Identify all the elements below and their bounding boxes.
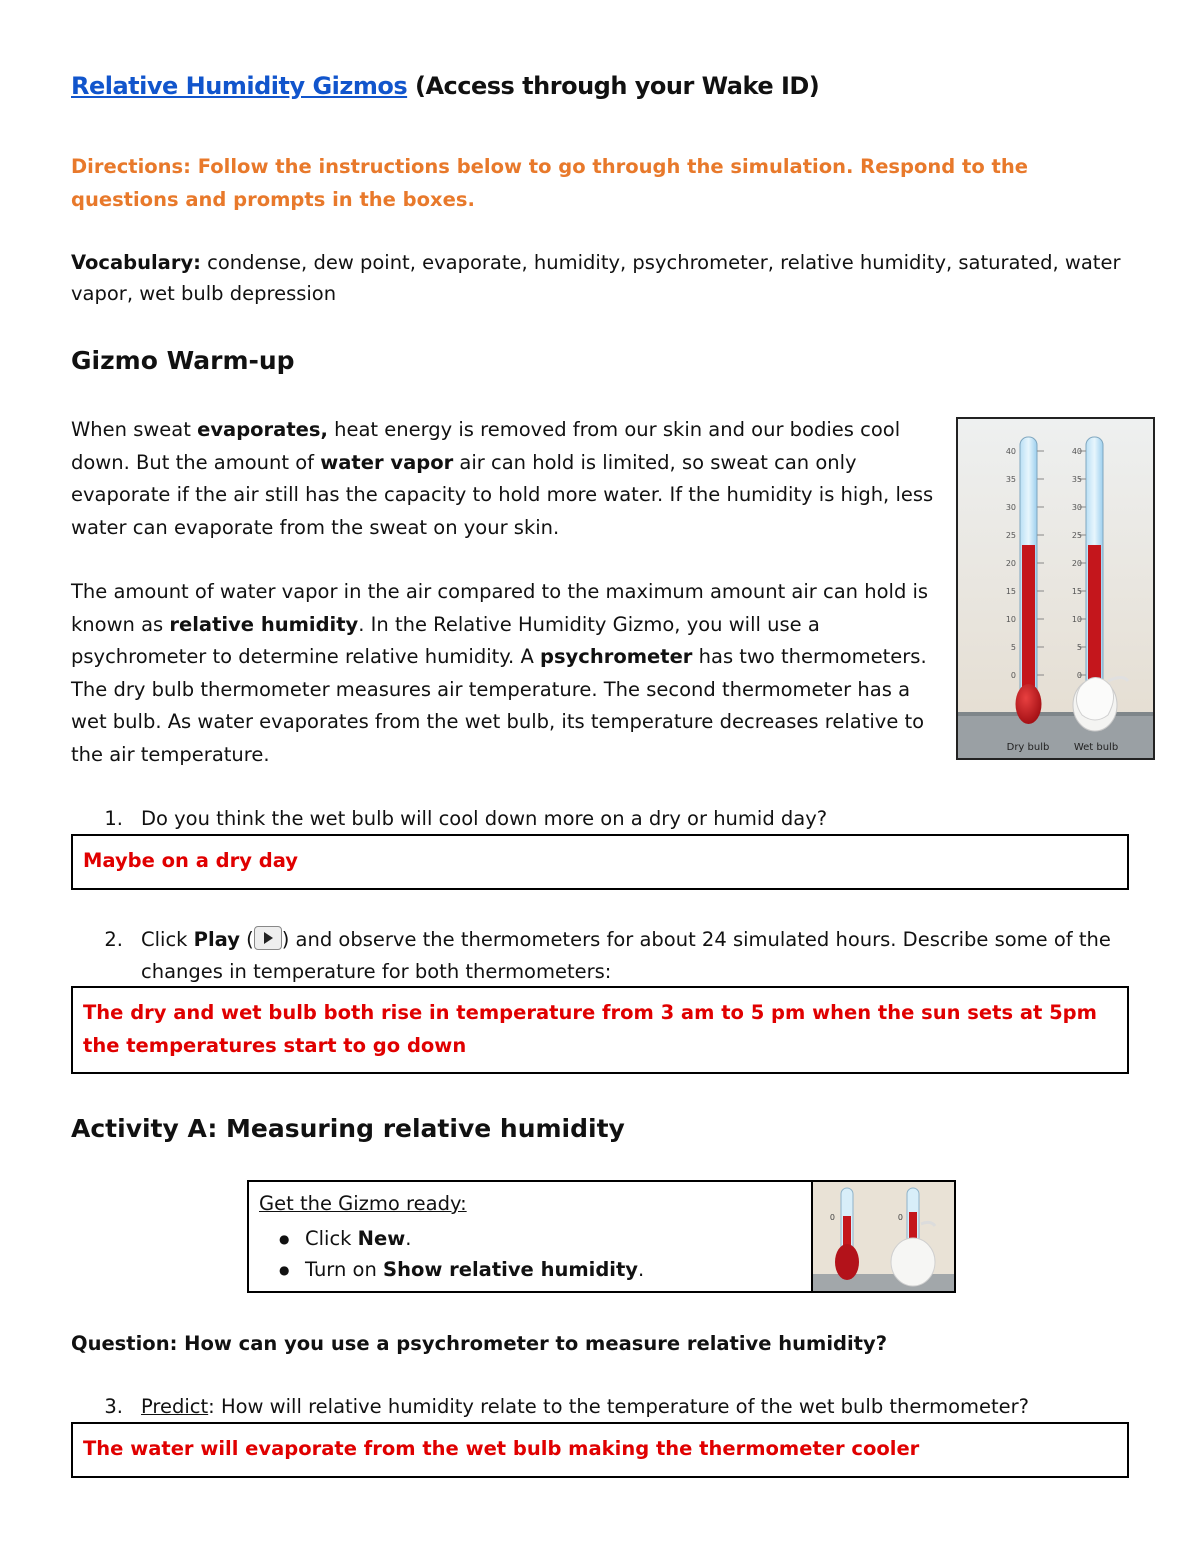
scale-label: 15 [1071,587,1082,596]
question-text: : How will relative humidity relate to the temperature of the wet bulb thermometer? [208,1395,1029,1418]
scale-label: 30 [1071,503,1082,512]
activity-a-heading: Activity A: Measuring relative humidity [71,1114,625,1143]
answer-box-1[interactable]: Maybe on a dry day [71,834,1129,890]
thermometer-thumbnail-icon [813,1182,954,1291]
scale-label: 35 [1071,475,1082,484]
gizmo-thumbnail [813,1182,954,1291]
scale-label: 35 [1005,475,1016,484]
scale-label: 30 [1005,503,1016,512]
directions-text: Directions: Follow the instructions below to go through the simulation. Respond to the questions and prompts in the boxes. [71,155,1028,211]
scale-label: 40 [1071,447,1082,456]
warmup-heading: Gizmo Warm-up [71,346,295,375]
dry-bulb-label: Dry bulb [1006,742,1050,753]
text-run: has two thermometers. The dry bulb thermometer measures air temperature. The second thermometer has a wet bulb. As water evaporates from the wet bulb, its temperature decreases relative to the air temperature. [71,645,927,766]
text-run: heat energy is removed from our skin and our bodies cool down. But the amount of [71,418,901,474]
text-run: Click [305,1227,358,1250]
text-run: . [638,1258,645,1281]
title-suffix: (Access through your Wake ID) [414,72,820,100]
activity-question: Question: How can you use a psychrometer to measure relative humidity? [71,1332,888,1355]
show-rh-label: Show relative humidity [383,1258,639,1281]
text-run: air can hold is limited, so sweat can only evaporate if the air still has the capacity to hold more water. If the humidity is high, less water can evaporate from the sweat on your skin. [71,450,934,539]
scale-label: 15 [1005,587,1016,596]
warmup-paragraph-2 [71,576,941,771]
text-run: . [405,1227,412,1250]
scale-label: 5 [1076,643,1082,652]
scale-label: 20 [1005,559,1016,568]
answer-box-3[interactable]: The water will evaporate from the wet bulb making the thermometer cooler [71,1422,1129,1478]
warmup-paragraph-1 [71,414,941,544]
predict-label: Predict [141,1395,209,1418]
bold-term: psychrometer [539,645,693,668]
bold-term: water vapor [320,450,454,474]
gizmo-ready-table [247,1180,956,1293]
question-number: 3. [104,1395,123,1418]
ready-step [305,1223,801,1254]
bold-term: relative humidity [169,612,359,636]
text-run: The amount of water vapor in the air compared to the maximum amount air can hold is known as [71,580,929,636]
scale-label: 25 [1071,531,1082,540]
new-label: New [357,1227,406,1250]
question-number: 1. [104,807,123,830]
text-run: Click [141,928,194,951]
scale-label: 40 [1005,447,1016,456]
question-3 [71,1391,1131,1423]
gizmo-ready-instructions [249,1182,813,1291]
gizmo-link[interactable]: Relative Humidity Gizmos [71,72,408,100]
scale-label: 20 [1071,559,1082,568]
play-label: Play [193,928,240,951]
scale-label: 5 [1010,643,1016,652]
vocabulary-label: Vocabulary: [71,251,201,274]
scale-label: 0 [1076,671,1082,680]
ready-step [305,1254,801,1285]
document-title [71,72,819,100]
question-1 [71,803,1131,835]
bold-term: evaporates, [197,418,328,441]
text-run: ) and observe the thermometers for about 24 simulated hours. Describe some of the changes in temperature for both thermometers: [141,928,1111,983]
thumb-scale-label: 0 [897,1213,903,1222]
thumb-scale-label: 0 [829,1213,835,1222]
text-run: Turn on [305,1258,384,1281]
scale-label: 10 [1071,615,1082,624]
psychrometer-image [956,417,1155,760]
vocabulary-terms: condense, dew point, evaporate, humidity, psychrometer, relative humidity, saturated, water vapor, wet bulb depression [71,251,1121,305]
scale-label: 10 [1005,615,1016,624]
text-run: When sweat [71,418,198,441]
text-run: ( [239,928,254,951]
ready-title: Get the Gizmo ready: [259,1192,467,1215]
scale-label: 0 [1010,671,1016,680]
question-2 [71,924,1111,988]
question-text: Do you think the wet bulb will cool down more on a dry or humid day? [141,807,828,830]
psychrometer-illustration [958,419,1153,758]
vocabulary [71,247,1141,309]
play-icon [254,926,282,950]
question-number: 2. [104,928,123,951]
scale-label: 25 [1005,531,1016,540]
answer-box-2[interactable]: The dry and wet bulb both rise in temperature from 3 am to 5 pm when the sun sets at 5pm the temperatures start to go down [71,986,1129,1074]
wet-bulb-label: Wet bulb [1073,742,1119,753]
text-run: . In the Relative Humidity Gizmo, you will use a psychrometer to determine relative humidity. A [71,612,820,668]
